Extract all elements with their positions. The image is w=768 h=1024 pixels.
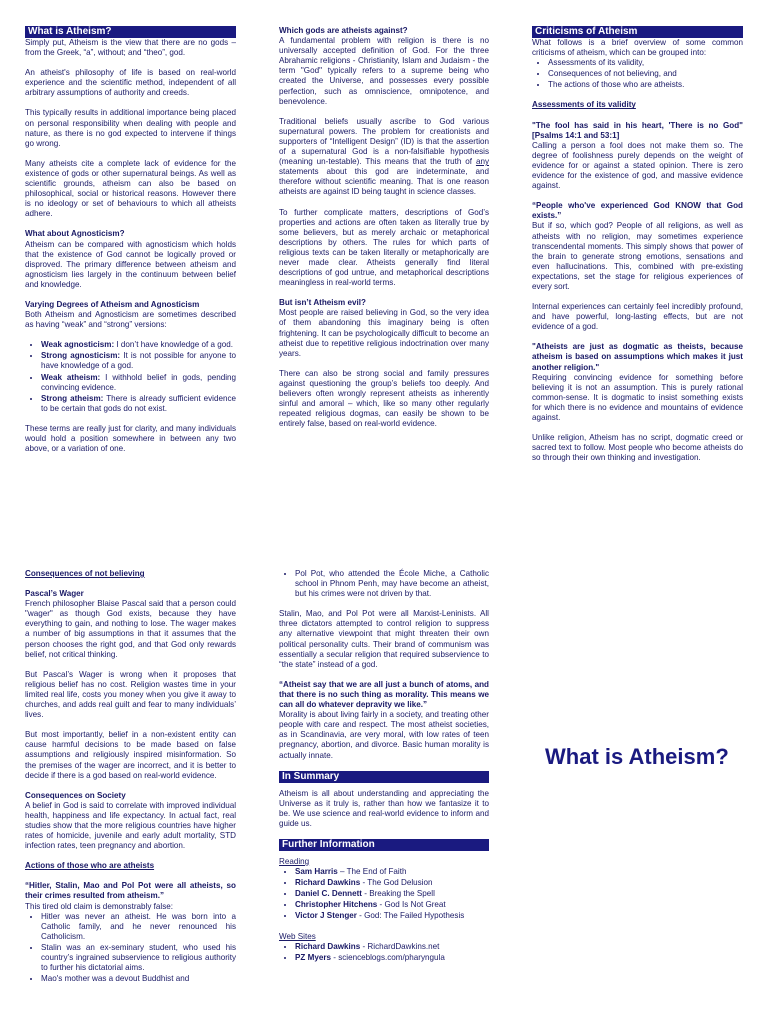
list-item: • The actions of those who are atheists. bbox=[548, 80, 743, 90]
author: Daniel C. Dennett bbox=[295, 889, 363, 899]
subheading-consequences: Consequences of not believing bbox=[25, 569, 145, 578]
author: PZ Myers bbox=[295, 952, 331, 962]
paragraph bbox=[279, 117, 489, 198]
paragraph: There can also be strong social and family pressures against questioning the group’s beliefs too deeply. And believers often wrongly represent atheists as inherently sinful and amoral – which, like so many other regularly repeated religious dogmas, can easily be shown to be entirely false, based on real-world evidence. bbox=[279, 368, 489, 429]
author: Richard Dawkins bbox=[295, 941, 361, 951]
column-what-is-atheism bbox=[25, 26, 236, 464]
column-consequences bbox=[25, 569, 236, 994]
paragraph: Stalin, Mao, and Pol Pot were all Marxist-Leninists. All three dictators attempted to control religion to suppress any alternative viewpoint that might threaten their own political personality cults. Their brand of communism was essentially a secular religion that required subservience to “the state” instead of a god. bbox=[279, 609, 489, 669]
term: Weak atheism: bbox=[41, 372, 101, 382]
subheading-which-gods: Which gods are atheists against? bbox=[279, 26, 408, 35]
dictator-list bbox=[25, 912, 236, 985]
paragraph: French philosopher Blaise Pascal said that a person could "wager" as though God exists, because they have everything to gain, and nothing to lose. The wager makes a number of big assumptions in that it assumes that the person chooses the right god, and that God only rewards belief, not critical thinking. bbox=[25, 599, 236, 659]
criticism-list bbox=[532, 58, 743, 90]
website-link[interactable]: - RichardDawkins.net bbox=[360, 941, 440, 951]
websites-label: Web Sites bbox=[279, 931, 316, 941]
book-title: - The God Delusion bbox=[360, 878, 433, 888]
list-item bbox=[41, 373, 236, 393]
websites-list bbox=[279, 942, 489, 963]
list-item: • Mao's mother was a devout Buddhist and bbox=[41, 974, 236, 984]
term-desc: It is not possible for anyone to have knowledge of a god. bbox=[41, 351, 237, 371]
paragraph: A fundamental problem with religion is there is no universally accepted definition of God. For the three Abrahamic religions - Christianity, Islam and Judaism - the term "God" typically refers to a supreme being who created the Universe, and possesses every possible perfection, such as omniscience, omnipotence, and benevolence. bbox=[279, 36, 489, 106]
term-desc: There is already sufficient evidence to be certain that gods do not exist. bbox=[41, 393, 237, 413]
list-item bbox=[41, 340, 236, 350]
paragraph: An atheist's philosophy of life is based on real-world experience and the scientific method, independent of all arbitrary assumptions of authority and creeds. bbox=[25, 68, 236, 98]
paragraph: Atheism can be compared with agnosticism which holds that the existence of God cannot be logically proved or disproved. The primary difference between atheism and agnosticism lies largely in the continuum between belief and knowledge. bbox=[25, 239, 236, 289]
paragraph: A belief in God is said to correlate with improved individual health, happiness and life expectancy. In actual fact, real studies show that the more religious countries have higher rates of homicide, juvenile and early adult mortality, STD infection rates, teen pregnancy and abortion. bbox=[25, 800, 236, 851]
subheading-agnosticism: What about Agnosticism? bbox=[25, 229, 125, 239]
paragraph: But most importantly, belief in a non-existent entity can cause harmful decisions to be made based on false assumptions and religiously inspired misinformation. So the premises of the wager are incorrect, and it is better to decide if there is a god based on real-world evidence. bbox=[25, 730, 236, 780]
subheading-evil: But isn’t Atheism evil? bbox=[279, 298, 366, 308]
section-heading-further-info: Further Information bbox=[279, 839, 489, 851]
website-item[interactable] bbox=[295, 942, 489, 952]
book-title: - God Is Not Great bbox=[377, 900, 446, 910]
author: Christopher Hitchens bbox=[295, 900, 378, 910]
paragraph: Unlike religion, Atheism has no script, dogmatic creed or sacred text to follow. Most people who become atheists do so through their own thinking and investigation. bbox=[532, 433, 743, 463]
dictator-list-cont bbox=[279, 569, 489, 599]
degrees-list bbox=[25, 340, 236, 414]
subheading-validity: Assessments of its validity bbox=[532, 100, 636, 110]
list-item: • Hitler was never an atheist. He was born into a Catholic family, and he never renounced his Catholicism. bbox=[41, 912, 236, 942]
subheading-degrees: Varying Degrees of Atheism and Agnosticism bbox=[25, 299, 200, 309]
paragraph: Internal experiences can certainly feel incredibly profound, and have powerful, long-lasting effects, but are not evidence of a god. bbox=[532, 302, 743, 332]
paragraph: Requiring convincing evidence for something before believing it is not an assumption. This is purely rational common-sense. It is dogmatic to insist something exists for which there is no evidence and mountains of evidence against. bbox=[532, 372, 743, 422]
text-run-underlined: any bbox=[475, 157, 489, 167]
paragraph: Atheism is all about understanding and appreciating the Universe as it truly is, rather than how we fantasize it to be. We use science and real-world evidence to inform and guide us. bbox=[279, 788, 489, 828]
reading-list bbox=[279, 867, 489, 921]
paragraph: This typically results in additional importance being placed on personal responsibility when dealing with people and nature, as there is no god expected to intervene if things go wrong. bbox=[25, 108, 236, 148]
paragraph: What follows is a brief overview of some common criticisms of atheism, which can be grouped into: bbox=[532, 38, 743, 58]
author: Richard Dawkins bbox=[295, 878, 361, 888]
term-desc: I don’t have knowledge of a god. bbox=[114, 340, 233, 350]
term-desc: I withhold belief in gods, pending convincing evidence. bbox=[41, 372, 236, 392]
list-item: • Assessments of its validity, bbox=[548, 58, 743, 68]
paragraph: Most people are raised believing in God, so the very idea of them abandoning this imaginary being is often frightening. It can be psychologically difficult to become an atheist due to repetitive religious indoctrination over many years. bbox=[279, 308, 489, 358]
author: Victor J Stenger bbox=[295, 911, 357, 921]
paragraph: To further complicate matters, descriptions of God’s properties and actions are often taken as literally true by some believers, but as merely archaic or metaphorical descriptions by others. The rules for which parts of religious texts can be taken literally or metaphorically are never made clear. Atheists generally find literal descriptions of god untrue, and metaphorical descriptions meaningless in real-world terms. bbox=[279, 207, 489, 288]
reading-item bbox=[295, 878, 489, 888]
paragraph: This tired old claim is demonstrably false: bbox=[25, 901, 173, 911]
list-item bbox=[41, 394, 236, 414]
paragraph: Morality is about living fairly in a society, and treating other people with care and respect. The most atheist societies, as in Scandinavia, are very moral, with low rates of teen pregnancy, abortion, and divorce. Basic human morality is actually innate. bbox=[279, 710, 489, 760]
book-title: – The End of Faith bbox=[337, 867, 407, 877]
website-link[interactable]: - scienceblogs.com/pharyngula bbox=[331, 952, 445, 962]
list-item bbox=[41, 351, 236, 371]
subheading-society: Consequences on Society bbox=[25, 790, 126, 800]
term: Strong atheism: bbox=[41, 393, 104, 403]
term: Weak agnosticism: bbox=[41, 340, 115, 350]
quote: “Atheist say that we are all just a bunch of atoms, and that there is no such thing as morality. This means we can all do whatever depravity we like.” bbox=[279, 679, 489, 710]
quote: "The fool has said in his heart, 'There is no God" [Psalms 14:1 and 53:1] bbox=[532, 120, 743, 140]
list-item: • Pol Pot, who attended the École Miche, a Catholic school in Phnom Penh, may have become an atheist, but his crimes were not driven by that. bbox=[295, 569, 489, 599]
quote: “People who've experienced God KNOW that God exists.” bbox=[532, 201, 743, 221]
paragraph: Calling a person a fool does not make them so. The degree of foolishness purely depends on the weight of evidence for or against a stated opinion. There is zero evidence for the existence of god, and massive evidence against. bbox=[532, 140, 743, 191]
book-title: - Breaking the Spell bbox=[362, 889, 435, 899]
paragraph: But Pascal’s Wager is wrong when it proposes that religious belief has no cost. Religion wastes time in your limited real life, costs you money when you give it away to churches, and adds real guilt and fear to many individuals’ lives. bbox=[25, 669, 236, 720]
book-title: - God: The Failed Hypothesis bbox=[356, 911, 465, 921]
subheading-pascal: Pascal’s Wager bbox=[25, 589, 84, 599]
quote: "Atheists are just as dogmatic as theists, because atheism is based on assumptions which makes it just another religion." bbox=[532, 342, 743, 372]
list-item: • Consequences of not believing, and bbox=[548, 69, 743, 79]
column-summary bbox=[279, 569, 489, 973]
text-run: Traditional beliefs usually ascribe to God various supernatural powers. The problem for creationists and supporters of “Intelligent Design” (ID) is that the assertion of a supernatural God is a non-falsifiable hypothesis (meaning un-testable). This means that the truth of bbox=[279, 116, 489, 167]
list-item: • Stalin was an ex-seminary student, who used his country’s ingrained subservience to religious authority to further his dictatorial aims. bbox=[41, 943, 236, 973]
quote: “Hitler, Stalin, Mao and Pol Pot were all atheists, so their crimes resulted from atheism.” bbox=[25, 881, 236, 901]
text-run: statements about this god are indeterminate, and therefore without scientific meaning. That is one reason atheists are against ID being taught in science classes. bbox=[279, 167, 489, 197]
subheading-actions: Actions of those who are atheists bbox=[25, 861, 155, 871]
paragraph: But if so, which god? People of all religions, as well as atheists with no religion, may sometimes experience transcendental moments. This simply shows that power of the brain to generate strong emotions, sensations and even hallucinations. This, combined with pre-existing expectations, set the stage for religious experiences of every sort. bbox=[532, 221, 743, 291]
column-criticisms bbox=[532, 26, 743, 473]
paragraph: Many atheists cite a complete lack of evidence for the existence of gods or other supernatural beings. As well as scientific grounds, atheism can also be based on philosophical, social or historical reasons. However there is no ideology or set of behaviours to which all atheists adhere. bbox=[25, 158, 236, 219]
section-heading-summary: In Summary bbox=[279, 771, 489, 783]
paragraph: Both Atheism and Agnosticism are sometimes described as having “weak” and “strong” versions: bbox=[25, 310, 236, 330]
section-heading-what-is-atheism: What is Atheism? bbox=[25, 26, 236, 38]
reading-label: Reading bbox=[279, 856, 310, 866]
section-heading-criticisms: Criticisms of Atheism bbox=[532, 26, 743, 38]
reading-item bbox=[295, 900, 489, 910]
reading-item bbox=[295, 867, 489, 877]
paragraph: Simply put, Atheism is the view that there are no gods – from the Greek, “a”, without; and “theo”, god. bbox=[25, 38, 236, 58]
author: Sam Harris bbox=[295, 867, 338, 877]
website-item[interactable] bbox=[295, 953, 489, 963]
cover-title: What is Atheism? bbox=[545, 744, 729, 769]
term: Strong agnosticism: bbox=[41, 351, 121, 361]
reading-item bbox=[295, 889, 489, 899]
column-which-gods bbox=[279, 26, 489, 439]
paragraph: These terms are really just for clarity, and many individuals would hold a position somewhere in between any two above, or a variation of one. bbox=[25, 423, 236, 454]
reading-item bbox=[295, 911, 489, 921]
